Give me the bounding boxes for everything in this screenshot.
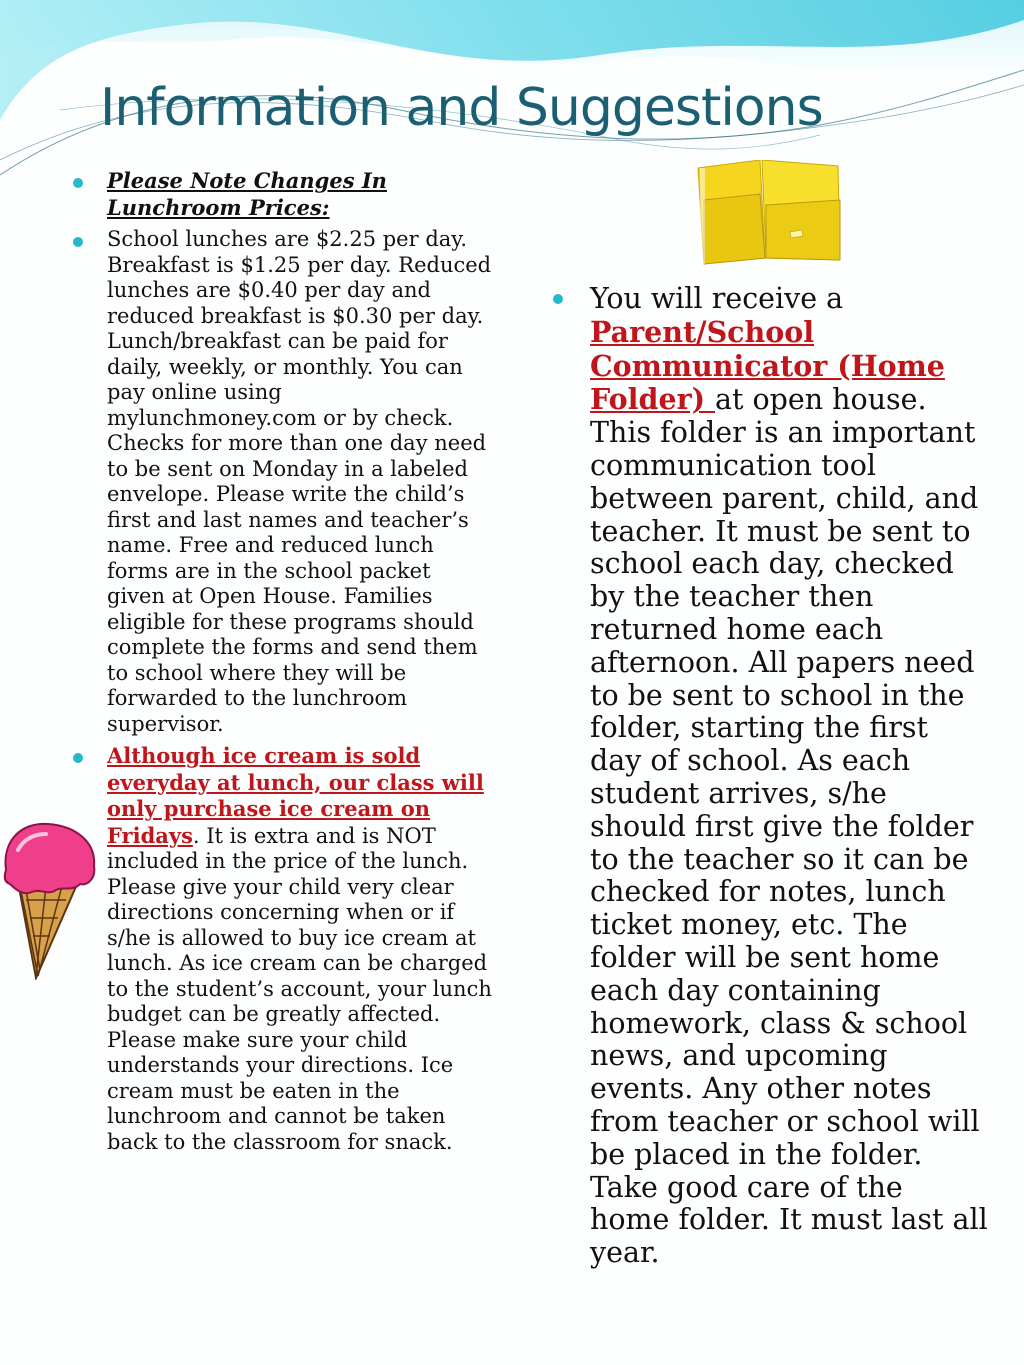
bullet-dot-icon: [73, 753, 83, 763]
home-folder-highlight: Parent/School Communicator (Home Folder): [590, 314, 945, 417]
right-column: [548, 283, 988, 1270]
yellow-pocket-folder-icon: [690, 160, 845, 265]
home-folder-body: at open house. This folder is an important communication tool between parent, child, and teacher. It must be sent to school each day, checked by the teacher then returned home each afternoon. All papers need to be sent to school in the folder, starting the first day of school. As each student arrives, s/he should first give the folder to the teacher so it can be checked for notes, lunch ticket money, etc. The folder will be sent home each day containing homework, class & school news, and upcoming events. Any other notes from teacher or school will be placed in the folder. Take good care of the home folder. It must last all year.: [590, 383, 988, 1270]
list-item-price-heading: [70, 168, 495, 221]
page-title: Information and Suggestions: [100, 78, 823, 138]
icecream-policy-text: . It is extra and is NOT included in the price of the lunch. Please give your child very clear directions concerning when or if s/he is allowed to buy ice cream at lunch. As ice cream can be charged to the student’s account, your lunch budget can be greatly affected. Please make sure your child understands your directions. Ice cream must be eaten in the lunchroom and cannot be taken back to the classroom for snack.: [107, 823, 492, 1154]
lunch-prices-text: School lunches are $2.25 per day. Breakfast is $1.25 per day. Reduced lunches are $0.40 per day and reduced breakfast is $0.30 per day. Lunch/breakfast can be paid for daily, weekly, or monthly. You can pay online using mylunchmoney.com or by check. Checks for more than one day need to be sent on Monday in a labeled envelope. Please write the child’s first and last names and teacher’s name. Free and reduced lunch forms are in the school packet given at Open House. Families eligible for these programs should complete the forms and send them to school where they will be forwarded to the lunchroom supervisor.: [107, 227, 492, 736]
home-folder-intro: You will receive a: [590, 282, 844, 315]
list-item-prices: [70, 227, 495, 737]
left-bullet-list: [70, 168, 495, 1155]
list-item-icecream: [70, 743, 495, 1155]
bullet-dot-icon: [73, 237, 83, 247]
icecream-policy-highlight: Although ice cream is sold everyday at lunch, our class will only purchase ice cream on Fridays: [107, 743, 484, 848]
left-column: [70, 168, 495, 1161]
right-bullet-list: [548, 283, 988, 1270]
price-changes-heading: Please Note Changes In Lunchroom Prices:: [107, 168, 387, 220]
bullet-dot-icon: [553, 294, 563, 304]
ice-cream-cone-icon: [0, 800, 100, 980]
list-item-home-folder: [548, 283, 988, 1270]
bullet-dot-icon: [73, 178, 83, 188]
